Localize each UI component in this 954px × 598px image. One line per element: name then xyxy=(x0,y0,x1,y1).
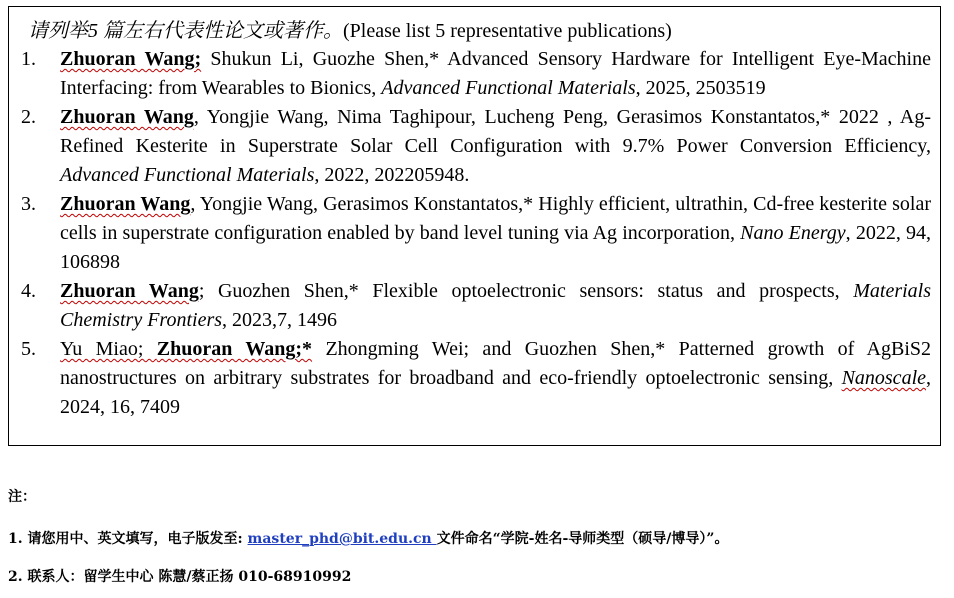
paper-title: Patterned growth of AgBiS2 nanostructures on arbitrary substrates for broadband and eco-friendly optoelectronic sensing, xyxy=(60,338,932,389)
author-highlight: Zhuoran Wang; xyxy=(60,48,202,70)
note-item-2 xyxy=(8,566,351,586)
item-number: 1. xyxy=(21,48,36,70)
note-text: 请您用中、英文填写，电子版发至: xyxy=(27,531,248,547)
citation-details: , 2022, 202205948. xyxy=(314,164,470,186)
item-number: 3. xyxy=(21,193,36,215)
paper-title: Flexible optoelectronic sensors: status and prospects, xyxy=(372,280,854,302)
journal-name: Nano Energy xyxy=(740,222,846,244)
paper-title: Advanced Sensory Hardware for Intelligent Eye-Machine Interfacing: from Wearables to Bionics, xyxy=(60,48,931,99)
section-heading xyxy=(28,17,672,45)
coauthors: Zhongming Wei; and Guozhen Shen,* xyxy=(312,338,679,360)
first-author: Yu Miao; xyxy=(60,338,157,360)
author-highlight: Zhuoran Wang xyxy=(60,280,199,302)
journal-name: Materials Chemistry Frontiers xyxy=(60,280,932,331)
note-number: 1. xyxy=(8,531,23,547)
note-number: 2. xyxy=(8,569,23,585)
paper-title: 2022 , Ag-Refined Kesterite in Superstrate Solar Cell Configuration with 9.7% Power Conversion Efficiency, xyxy=(60,106,932,157)
email-link[interactable]: master_phd@bit.edu.cn xyxy=(247,531,437,547)
citation-details: , 2025, 2503519 xyxy=(635,77,766,99)
publication-item-3 xyxy=(9,190,942,277)
citation-details: , 2022, 94, 106898 xyxy=(60,222,932,273)
author-highlight: Zhuoran Wang xyxy=(60,106,194,128)
author-highlight: Zhuoran Wang xyxy=(60,193,191,215)
publications-box xyxy=(8,6,941,446)
coauthors: , Yongjie Wang, Nima Taghipour, Lucheng Peng, Gerasimos Konstantatos,* xyxy=(193,106,839,128)
item-number: 4. xyxy=(21,280,36,302)
publication-item-4 xyxy=(9,277,942,335)
note-item-1 xyxy=(8,528,728,548)
coauthors: Shukun Li, Guozhe Shen,* xyxy=(201,48,448,70)
publication-item-2 xyxy=(9,103,942,190)
heading-en: (Please list 5 representative publications) xyxy=(343,20,672,42)
publication-item-1 xyxy=(9,45,942,103)
notes-label: 注： xyxy=(8,489,36,505)
journal-name: Advanced Functional Materials xyxy=(60,164,315,186)
publication-list xyxy=(9,45,942,422)
contact-text: 联系人：留学生中心 陈慧/蔡正扬 010-68910992 xyxy=(27,569,352,585)
coauthors: , Yongjie Wang, Gerasimos Konstantatos,* xyxy=(190,193,539,215)
note-tail: 文件命名“学院-姓名-导师类型（硕导/博导）”。 xyxy=(436,531,729,547)
author-highlight: Zhuoran Wang;* xyxy=(156,338,313,360)
coauthors: ; Guozhen Shen,* xyxy=(198,280,373,302)
item-number: 5. xyxy=(21,338,36,360)
citation-details: , 2023,7, 1496 xyxy=(222,309,338,331)
item-number: 2. xyxy=(21,106,36,128)
citation-details: , 2024, 16, 7409 xyxy=(60,367,931,418)
paper-title: Highly efficient, ultrathin, Cd-free kesterite solar cells in superstrate configuration enabled by band level tuning via Ag incorporation, xyxy=(60,193,932,244)
journal-name: Advanced Functional Materials xyxy=(381,77,636,99)
heading-cn: 请列举5 篇左右代表性论文或著作。 xyxy=(28,20,343,42)
publication-item-5 xyxy=(9,335,942,422)
journal-name: Nanoscale xyxy=(841,367,926,389)
